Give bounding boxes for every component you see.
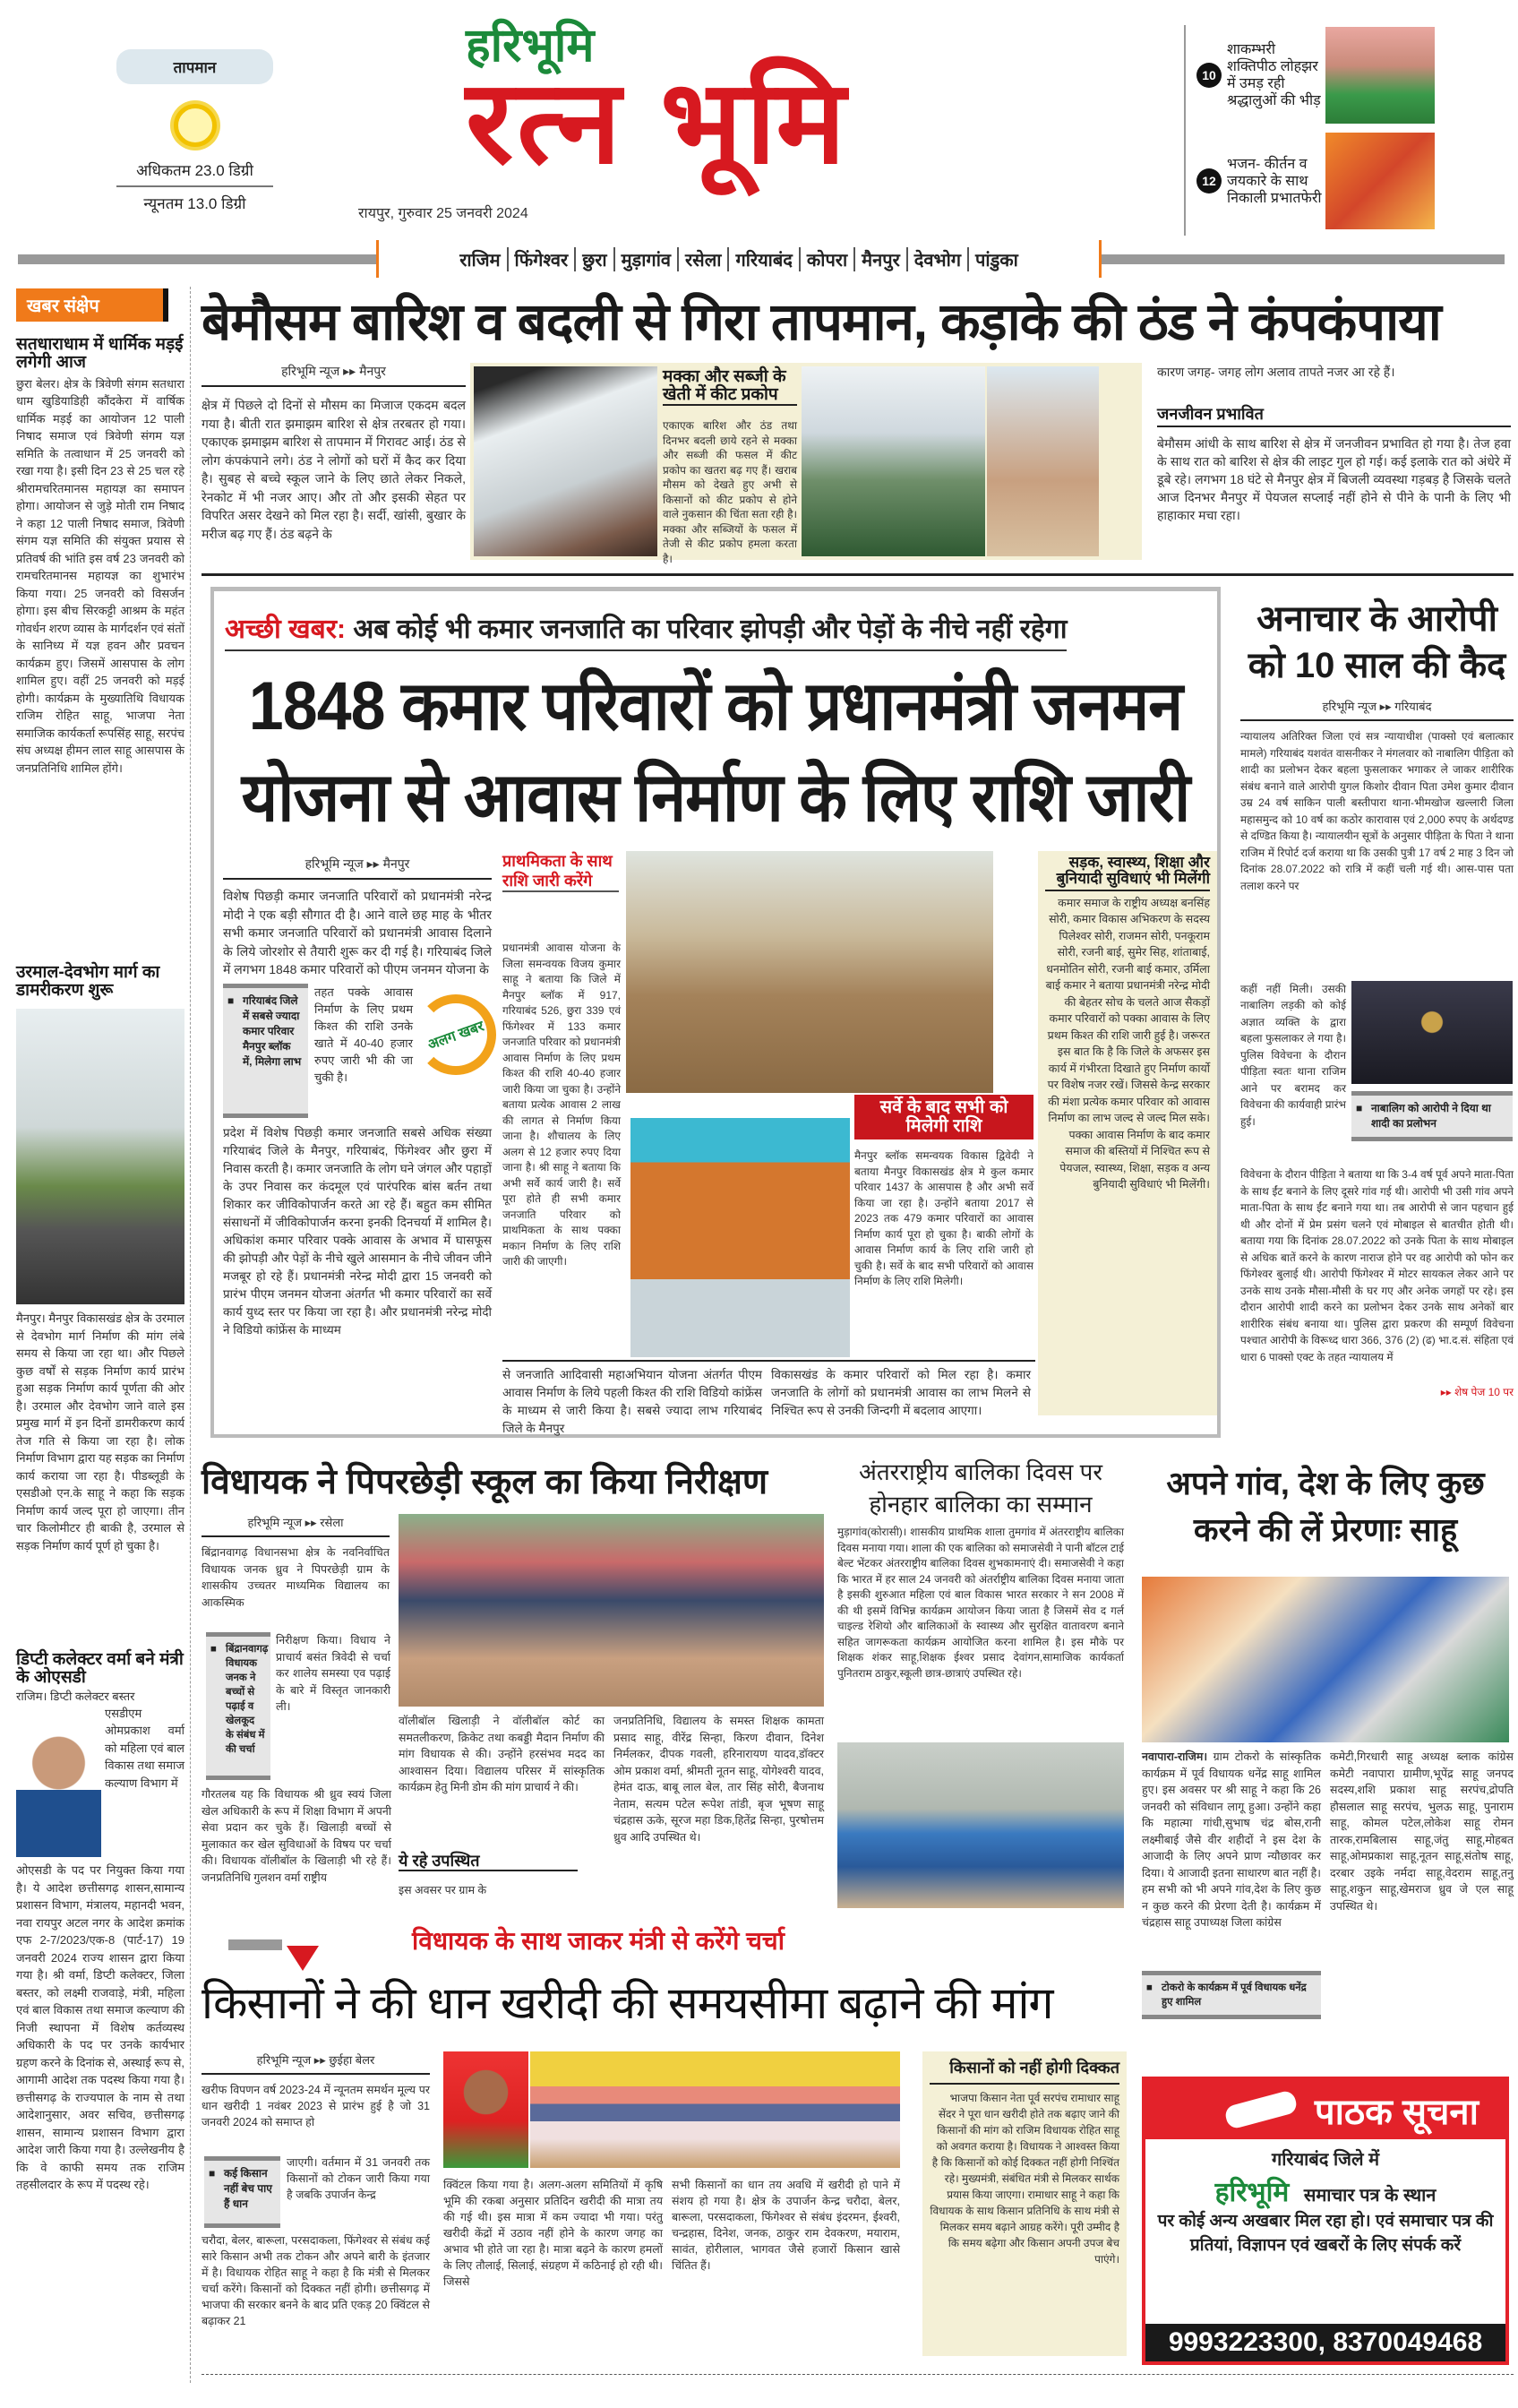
child-umbrella-photo bbox=[987, 366, 1099, 556]
highlight-box: ■ गरियाबंद जिले में सबसे ज्यादा कमार परिवार मैनपुर ब्लॉक में, मिलेगा लाभ bbox=[223, 984, 308, 1118]
nav-item[interactable]: रसेला bbox=[677, 247, 727, 271]
box-title: किसानों को नहीं होगी दिक्कत bbox=[930, 2055, 1119, 2085]
kisan-kicker: विधायक के साथ जाकर मंत्री से करेंगे चर्चा bbox=[412, 1927, 785, 1955]
logo-main: रत्न भूमि bbox=[466, 56, 850, 187]
box-body: भाजपा किसान नेता पूर्व सरपंच रामाधार साहू सेंदर ने पूरा धान खरीदी होते तक बढ़ाए जाने की किसानों की मांग को राजिम विधायक रोहित साहू को अवगत कराया है। विधायक ने आश्वस्त किया है कि किसानों को कोई दिक्कत नहीं होगी निश्चिंत रहे। मुख्यमंत्री, संबंधित मंत्री से मिलकर सार्थक प्रयास किया जाएगा। रामाधार साहू ने कहा कि विधायक के साथ किसान प्रतिनिधि के साथ मंत्री से मिलकर समय बढ़ाने आग्रह करेंगे। पूरी उम्मीद है कि समय बढ़ेगा और किसान अपनी उपज बेच पाएंगे। bbox=[930, 2092, 1119, 2266]
column-divider bbox=[190, 287, 191, 2383]
page-number-badge: 12 bbox=[1196, 168, 1222, 194]
story-body: से जनजाति आदिवासी महाअभियान योजना अंतर्गत पीएम आवास निर्माण के लिये पहली किश्त की राशि विडियो कांफ्रेंस के माध्यम से जारी किया है। सबसे ज्यादा लाभ गरियाबंद जिले के मैनपुर bbox=[502, 1368, 762, 1435]
subhead: ये रहे उपस्थित bbox=[399, 1853, 578, 1871]
section-nav bbox=[376, 240, 1102, 278]
page-number-badge: 10 bbox=[1196, 63, 1222, 88]
brief-side: एसडीएम ओमप्रकाश वर्मा को महिला एवं बाल विकास तथा समाज कल्याण विभाग में bbox=[105, 1706, 184, 1790]
story-body: तहत पक्के आवास निर्माण के लिए प्रथम किश्त की राशि उनके खाते में 40-40 हजार रुपए जारी भी की जा चुकी है। bbox=[314, 985, 413, 1084]
rain-road-photo bbox=[474, 366, 657, 556]
story-body: निरीक्षण किया। विधाय ने प्राचार्य बसंत त्रिवेदी से चर्चा कर शालेय समस्या एव पढ़ाई के बारे में विस्तृत जानकारी ली। bbox=[276, 1634, 390, 1713]
facility-body: कमार समाज के राष्ट्रीय अध्यक्ष बनसिंह सोरी, कमार विकास अभिकरण के सदस्य पिलेश्वर सोरी, राजमन सोरी, पनकूराम सोरी, रजनी बाई, सुमेर सिह, शांताबाई, धनमोतिन सोरी, रजनी बाई कमार, उर्मिला बाई कमार ने बताया प्रधानमंत्री नरेन्द्र मोदी की बेहतर सोच के चलते आज सैकड़ों कमार परिवारों को पक्का आवास के लिए प्रथम किश्त की राशि जारी हुई है। जरूरत इस बात कि है कि जिले के अफसर इस कार्य में गंभीरता दिखाते हुए निर्माण कार्यो पर विशेष नजर रखें। जिससे केन्द्र सरकार की मंशा प्रत्येक कमार परिवार को आवास निर्माण का लाभ जल्द से जल्द मिल सके। पक्का आवास निर्माण के बाद कमार समाज की बस्तियों में निश्चित रूप से पेयजल, स्वास्थ्य, शिक्षा, सड़क व अन्य बुनियादी सुविधाएं भी मिलेंगी। bbox=[1045, 896, 1210, 1191]
story-body: बिंद्रानवागढ़ विधानसभा क्षेत्र के नवनिर्वाचित विधायक जनक ध्रुव ने पिपरछेड़ी ग्राम के शासकीय उच्चतर माध्यमिक विद्यालय का आकस्मिक bbox=[202, 1546, 390, 1609]
brief-title: डिप्टी कलेक्टर वर्मा बने मंत्री के ओएसडी bbox=[16, 1649, 184, 1687]
highlight-box: ■ टोकरो के कार्यक्रम में पूर्व विधायक धनेंद्र हुए शामिल bbox=[1142, 1971, 1321, 2019]
section-rule bbox=[202, 573, 1514, 576]
story-body: गौरतलब यह कि विधायक श्री ध्रुव स्वयं जिला खेल अधिकारी के रूप में शिक्षा विभाग में अपनी सेवा प्रदान कर चुके हैं। खिलाड़ी बच्चों से मुलाकात कर खेल सुविधाओं के विषय पर चर्चा की। विधायक वॉलीबॉल के खिलाड़ी भी रहे हैं। जनप्रतिनिधि गुलशन वर्मा राष्ट्रीय bbox=[202, 1788, 391, 1884]
notice-header bbox=[1145, 2080, 1505, 2139]
highlight-box: ■ कई किसान नहीं बेच पाए हैं धान bbox=[204, 2156, 280, 2228]
box-body: एकाएक बारिश और ठंड तथा दिनभर बदली छाये रहने से मक्का और सब्जी की फसल में कीट प्रकोप का खतरा बढ़ गए हैं। खराब मौसम को देखते हुए अभी से किसानों को कीट प्रकोप से होने वाले नुकसान की चिंता सता रही है। मक्का और सब्जियों के फसल में तेजी से कीट प्रकोप हमला करता है। bbox=[663, 419, 797, 565]
reader-notice bbox=[1142, 2077, 1509, 2365]
notice-line: समाचार पत्र के स्थान bbox=[1303, 2186, 1437, 2206]
teaser[interactable] bbox=[1186, 25, 1506, 125]
nav-item[interactable]: मुड़ागांव bbox=[613, 247, 677, 271]
dateline: रायपुर, गुरुवार 25 जनवरी 2024 bbox=[358, 206, 528, 221]
teasers bbox=[1184, 25, 1506, 236]
survey-body: मैनपुर ब्लॉक समन्वयक विकास द्विवेदी ने बताया मैनपुर विकासखंड क्षेत्र मे कुल कमार परिवार 1437 के आसपास है और अभी सर्वे किया जा रहा है। उन्होंने बताया 2017 से 2023 तक 479 कमार परिवारों का आवास निर्माण कार्य पूरा हो चुका है। बाकी लोगों के आवास निर्माण कार्य के लिए राशि जारी हो चुकी है। सर्वे के बाद सभी परिवारों को आवास निर्माण के लिए राशि मिलेगी। bbox=[854, 1149, 1033, 1287]
story-body: विशेष पिछड़ी कमार जनजाति परिवारों को प्रधानमंत्री नरेन्द्र मोदी ने एक बड़ी सौगात दी है। आने वाले छह माह के भीतर सभी कमार जनजाति परिवारों को प्रधानमंत्री आवास दिलाने के लिये जोरशोर से तैयारी शुरू कर दी गई है। गरियाबंद जिले में लगभग 1848 कमार परिवारों को पीएम जनमन योजना के bbox=[223, 889, 492, 976]
byline: हरिभूमि न्यूज ▸▸ मैनपुर bbox=[202, 363, 466, 387]
weather-box bbox=[116, 49, 273, 213]
byline: हरिभूमि न्यूज ▸▸ गरियाबंद bbox=[1240, 698, 1514, 721]
house-modi-graphic bbox=[630, 1097, 850, 1357]
teaser[interactable] bbox=[1186, 131, 1506, 231]
nav-item[interactable]: गरियाबंद bbox=[727, 247, 798, 271]
kamar-story bbox=[210, 587, 1221, 1438]
max-temp: अधिकतम 23.0 डिग्री bbox=[116, 159, 273, 187]
students-photo bbox=[837, 1742, 1124, 1908]
priority-body: प्रधानमंत्री आवास योजना के जिला समन्वयक विजय कुमार साहू ने बताया कि जिले में मैनपुर ब्लॉक में 917, गरियाबंद 526, छुरा 339 एवं फिंगेश्वर में 133 कमार जनजाति परिवार को प्रधानमंत्री आवास निर्माण के लिए प्रथम किश्त की राशि 40-40 हजार जारी किया जा चुका है। उन्होंने बताया प्रत्येक आवास 2 लाख की लागत से निर्माण किया जाना है। शौचालय के लिए अलग से 12 हजार रुपए दिया जाना है। श्री साहू ने बताया कि अभी सर्वे कार्य जारी है। सर्वे पूरा होते ही सभी कमार जनजाति परिवार को प्राथमिकता के साथ पक्का मकान निर्माण के लिए राशि जारी की जाएगी। bbox=[502, 942, 621, 1268]
story-body: विकासखंड के कमार परिवारों को मिल रहा है। कमार जनजाति के लोगों को प्रधानमंत्री आवास का लाभ मिलने से निश्चित रूप से उनकी जिन्दगी में बदलाव आएगा। bbox=[771, 1368, 1031, 1417]
facility-title: सड़क, स्वास्थ्य, शिक्षा और बुनियादी सुविधाएं भी मिलेंगी bbox=[1045, 855, 1210, 891]
foggy-hills-photo bbox=[802, 366, 985, 556]
nav-item[interactable]: फिंगेश्वर bbox=[507, 247, 575, 271]
brief-title: उरमाल-देवभोग मार्ग का डामरीकरण शुरू bbox=[16, 963, 160, 1001]
story-body: इस अवसर पर ग्राम के bbox=[399, 1884, 487, 1896]
page-bottom-rule bbox=[202, 2374, 1514, 2375]
nav-item[interactable]: कोपरा bbox=[799, 247, 853, 271]
school-visit-photo bbox=[399, 1514, 824, 1707]
basket-weaving-photo bbox=[626, 851, 993, 1093]
facility-box bbox=[1038, 851, 1217, 1415]
story-body: क्षेत्र में पिछले दो दिनों से मौसम का मिजाज एकदम बदल गया है। बीती रात झमाझम बारिश से क्षेत्र तरबतर हो गया। एकाएक झमाझम बारिश से तापमान में गिरावट आई। ठंड से लोग कंपकंपाने लगे। ठंड ने लोगों को घरों में कैद कर दिया है। सुबह से बच्चे स्कूल जाने के लिए छाते लेकर निकले, रेनकोट में भी नजर आए। और तो और इसकी सेहत पर विपरित असर देखने को मिल रहा है। सर्दी, खांसी, बुखार के मरीज बढ़ गए हैं। ठंड बढ़ने के bbox=[202, 398, 466, 541]
notice-title: पाठक सूचना bbox=[1314, 2092, 1479, 2132]
separate-news-stamp: अलग खबर bbox=[416, 994, 496, 1075]
story-body: प्रदेश में विशेष पिछड़ी कमार जनजाति सबसे अधिक संख्या गरियाबंद जिले के मैनपुर, गरियाबंद, फिंगेश्वर और छुरा में निवास करती है। कमार जनजाति के लोग घने जंगल और पहाड़ों के उपर निवास कर कंदमूल एवं पारंपरिक बांस बर्तन तथा शिकार कर जीविकोपार्जन करते आ रहे हैं। बहुत कम सीमित संसाधनों में जीविकोपार्जन करना इनकी दिनचर्या में शामिल है। अधिकांश कमार परिवार पक्के आवास के अभाव में घासफूस की झोपड़ी और पेड़ों के नीचे खुले आसमान के नीचे जीवन जीने मजबूर हो रहे हैं। प्रधानमंत्री नरेन्द्र मोदी द्वारा 15 जनवरी को प्रारंभ पीएम जनमन योजना अंतर्गत भी कमार परिवारों का सर्वे कार्य युध्द स्तर पर किया जा रहा है। और प्रधानमंत्री नरेन्द्र मोदी ने विडियो कांफ्रेंस के माध्यम bbox=[223, 1126, 492, 1337]
continued-link[interactable]: ▸▸ शेष पेज 10 पर bbox=[1440, 1385, 1514, 1398]
story-body: सभी किसानों का धान तय अवधि में खरीदी हो पाने में संशय हो गया है। क्षेत्र के उपार्जन केन्द्र चरौदा, बेलर, बारूला, परसदाकला, फिंगेश्वर से संबंध इंदरमन, ईश्वरी, चन्द्रहास, दिनेश, जनक, ठाकुर राम देवकरण, मयाराम, सावंत, होरीलाल, भागवत जैसे हजारों किसान खासे चिंतित हैं। bbox=[672, 2179, 900, 2272]
nav-item[interactable]: देवभोग bbox=[906, 247, 967, 271]
logo-top: हरिभूमि bbox=[466, 20, 595, 72]
justice-scales-photo bbox=[1351, 981, 1513, 1084]
kisan-headline: किसानों ने की धान खरीदी की समयसीमा बढ़ाने की मांग bbox=[202, 1978, 1053, 2028]
brief-body: छुरा बेलर। क्षेत्र के त्रिवेणी संगम सतधारा धाम खुडियाडिही कौंदकेरा में वार्षिक धार्मिक मड़ई का आयोजन 12 पाली निषाद समाज एवं त्रिवेणी संगम यज्ञ समिति के तत्वाधान में 25 जनवरी को रखा गया है। इसी दिन 23 से 25 चल रहे श्रीरामचरितमानस महायज्ञ का समापन होगा। आयोजन से जुड़े मोती राम निषाद ने कहा 12 पाली निषाद समाज, त्रिवेणी संगम यज्ञ समिति की संयुक्त प्रयास से प्रतिवर्ष की भांति इस वर्ष 23 जनवरी को रामचरितमानस महायज्ञ का शुभारंभ किया गया। 25 जनवरी को विसर्जन होगा। इस बीच सिरकट्टी आश्रम के महंत गोवर्धन शरण व्यास के मार्गदर्शन एवं संतों के सानिध्य में यज्ञ हवन और प्रवचन कार्यक्रम हुए। जिसमें आसपास के लोग शामिल हुए। वहीं 25 जनवरी को मड़ई होगी। कार्यक्रम के मुख्यातिथि विधायक राजिम रोहित साहू, भाजपा नेता समाजिक कार्यकर्ता रूपसिंह साहू, सरपंच संघ अध्यक्ष हीमन लाल साहू आसपास के जनप्रतिनिधि शामिल होंगे। bbox=[16, 376, 184, 775]
byline: हरिभूमि न्यूज ▸▸ छुईहा बेलर bbox=[202, 2051, 430, 2075]
dateline-place: नवापारा-राजिम। bbox=[1142, 1750, 1208, 1763]
kamar-headline: 1848 कमार परिवारों को प्रधानमंत्री जनमन योजना से आवास निर्माण के लिए राशि जारी bbox=[241, 668, 1190, 836]
nav-item[interactable]: मैनपुर bbox=[853, 247, 906, 271]
kicker-label: अच्छी खबर: bbox=[225, 615, 347, 644]
road-photo bbox=[16, 1009, 184, 1304]
teaser-photo bbox=[1325, 133, 1435, 229]
priority-title: प्राथमिकता के साथ राशि जारी करेंगे bbox=[502, 851, 619, 892]
story-body: जनप्रतिनिधि, विद्यालय के समस्त शिक्षक कामता प्रसाद साहू, वीरेंद्र सिन्हा, किरण दीवान, दिनेश निर्मलकर, दीपक गवली, हरिनारायण यादव,डॉक्टर ओम प्रकाश वर्मा, श्रीमती नूतन साहू, योगेश्वरी यादव, हेमंत दाऊ, बाबू लाल बेल, तार सिंह सोरी, बैजनाथ नेताम, सत्यम पटेल रूपेश तांडी, बृज भूषण साहू चंद्रहास ऊके, सूरज महा डिक,हितेंद्र सिन्हा, पुरषोत्तम ध्रुव आदि उपस्थित थे। bbox=[613, 1715, 824, 1844]
notice-line: पर कोई अन्य अखबार मिल रहा हो। एवं समाचार पत्र की प्रतियां, विज्ञापन एवं खबरों के लिए संपर्क करें bbox=[1157, 2212, 1494, 2255]
teaser-photo bbox=[1325, 27, 1435, 124]
story-body: नवापारा-राजिम। ग्राम टोकरो के सांस्कृतिक कार्यक्रम में पूर्व विधायक धनेंद्र साहू शामिल हुए। इस अवसर पर श्री साहू ने कहा कि 26 जनवरी को संविधान लागू हुआ। उन्होंने कहा कि महात्मा गांधी,सुभाष चंद्र बोस,रानी लक्ष्मीबाई जैसे वीर शहीदों ने इस देश के आजादी के लिए अपने प्राण न्यौछावर कर दिया। ये आजादी इतना साधारण बात नहीं है। हम सभी को भी अपने गांव,देश के लिए कुछ न कुछ करने की प्रेरणा देती है। कार्यक्रम में चंद्रहास साहू उपाध्यक्ष जिला कांग्रेस bbox=[1142, 1750, 1321, 1929]
weather-photo-strip bbox=[470, 363, 1142, 565]
mla-portrait-photo bbox=[443, 2051, 528, 2168]
survey-title: सर्वे के बाद सभी को मिलेगी राशि bbox=[854, 1095, 1033, 1140]
officer-photo bbox=[16, 1723, 101, 1857]
nav-item[interactable]: राजिम bbox=[459, 250, 501, 271]
story-body: खरीफ विपणन वर्ष 2023-24 में न्यूनतम समर्थन मूल्य पर धान खरीदी 1 नवंबर 2023 से प्रारंभ हुई है जो 31 जनवरी 2024 को समाप्त हो bbox=[202, 2084, 430, 2128]
notice-brand: हरिभूमि bbox=[1214, 2178, 1290, 2207]
box-title: मक्का और सब्जी के खेती में कीट प्रकोप bbox=[663, 368, 797, 406]
highlight-box: ■ बिंद्रानवागढ़ विधायक जनक ने बच्चों से पढ़ाई व खेलकूद के संबंध में की चर्चा bbox=[206, 1632, 270, 1780]
story-body: बेमौसम आंधी के साथ बारिश से क्षेत्र में जनजीवन प्रभावित हो गया है। तेज हवा के साथ रात को बारिश से क्षेत्र की लाइट गुल हो गई। कई इलाके रात को अंधेरे में डूबे रहे। लगभग 18 घंटे से मैनपुर क्षेत्र में बिजली व्यवस्था गड़बड़ है जिसके चलते आज दिनभर मैनपुर में पेयजल सप्लाई नहीं होने से पीने के पानी के लिए भी हाहाकार मचा रहा। bbox=[1157, 435, 1511, 522]
story-body: क्विंटल किया गया है। अलग-अलग समितियों में कृषि भूमि की रकबा अनुसार प्रतिदिन खरीदी की मात्रा तय की गई थी। इस मात्रा में कम ज्यादा भी गया। परंतु खरीदी केंद्रों में उठाव नहीं होने के कारण जगह का अभाव भी होते जा रहा है। मात्रा बढ़ने के कारण हमलों के लिए तौलाई, सिलाई, संग्रहण में कठिनाई हो रही थी। जिससे bbox=[443, 2179, 663, 2288]
brief-title: सतधाराधाम में धार्मिक मड़ई लगेगी आज bbox=[16, 335, 184, 372]
kicker bbox=[225, 609, 1067, 651]
story-body: जाएगी। वर्तमान में 31 जनवरी तक किसानों को टोकन जारी किया गया है जबकि उपार्जन केन्द्र bbox=[287, 2156, 430, 2201]
highlight-box: ■ नाबालिग को आरोपी ने दिया था शादी का प्रलोभन bbox=[1351, 1091, 1513, 1141]
brief-body: ओएसडी के पद पर नियुक्त किया गया है। ये आदेश छत्तीसगढ़ शासन,सामान्य प्रशासन विभाग, मंत्रालय, महानदी भवन, नवा रायपुर अटल नगर के आदेश क्रमांक एफ 2-7/2023/एक-8 (पार्ट-17) 19 जनवरी 2024 राज्य शासन द्वारा किया गया है। श्री वर्मा, डिप्टी कलेक्टर, जिला बस्तर, को लक्ष्मी राजवाड़े, मंत्री, महिला एवं बाल विकास तथा समाज कल्याण की निजी स्थापना में विशेष कर्तव्यस्थ अधिकारी के पद पर उनके कार्यभार ग्रहण करने के दिनांक से, अस्थाई रूप से, आगामी आदेश तक पदस्थ किया गया है। छत्तीसगढ़ के राज्यपाल के नाम से तथा आदेशानुसार, अवर सचिव, छत्तीसगढ़ शासन, सामान्य प्रशासन विभाग द्वारा आदेश जारी किया गया है। उल्लेखनीय है कि वे काफी समय तक राजिम तहसीलदार के रूप में पदस्थ रहे। bbox=[16, 1863, 184, 2192]
byline: हरिभूमि न्यूज ▸▸ मैनपुर bbox=[223, 856, 492, 880]
weather-headline: बेमौसम बारिश व बदली से गिरा तापमान, कड़ाके की ठंड ने कंपकंपाया bbox=[202, 293, 1441, 351]
teaser-text: शाकम्भरी शक्तिपीठ लोहझर में उमड़ रही श्रद्धालुओं की भीड़ bbox=[1227, 42, 1321, 108]
school-headline: विधायक ने पिपरछेड़ी स्कूल का किया निरीक्षण bbox=[202, 1463, 768, 1501]
nav-item[interactable]: छुरा bbox=[574, 247, 613, 271]
byline: हरिभूमि न्यूज ▸▸ रसेला bbox=[202, 1514, 390, 1537]
kicker-text: अब कोई भी कमार जनजाति का परिवार झोपड़ी और पेड़ों के नीचे नहीं रहेगा bbox=[353, 615, 1068, 644]
brief-lead: राजिम। डिप्टी कलेक्टर बस्तर bbox=[16, 1689, 135, 1703]
kicker-arrow-icon bbox=[228, 1939, 282, 1950]
left-column bbox=[16, 288, 184, 2281]
story-body: कारण जगह- जगह लोग अलाव तापते नजर आ रहे हैं। bbox=[1157, 365, 1395, 379]
story-body: न्यायालय अतिरिक्त जिला एवं सत्र न्यायाधीश (पाक्सो एवं बलात्कार मामले) गरियाबंद यशवंत वासनीकर ने मंगलवार को नाबालिग पीड़िता को शादी का प्रलोभन देकर बहला फुसलाकर भगाकर ले जाकर शारीरिक संबंध बनाने वाले आरोपी युगल किशोर दीवान पिता उमेश कुमार दीवान उम्र 24 वर्ष साकिन पाली बस्तीपारा थाना-भीमखोज खल्लारी जिला महासमुन्द को 10 वर्ष का कठोर कारावास एवं 2,000 रुपए के अर्थदण्ड से दण्डित किया है। न्यायालयीन सूत्रों के अनुसार पीड़िता के पिता ने थाना राजिम में रिपोर्ट दर्ज कराया था कि उसकी पुत्री 17 वर्ष 2 माह 3 दिन जो दिनांक 28.07.2022 को रात्रि में कहीं चली गई थी। आस-पास पता तलाश करने पर bbox=[1240, 730, 1514, 892]
sahu-headline: अपने गांव, देश के लिए कुछ करने की लें प्रेरणाः साहू bbox=[1166, 1465, 1485, 1548]
min-temp: न्यूनतम 13.0 डिग्री bbox=[143, 195, 246, 212]
story-body: कहीं नहीं मिली। उसकी नाबालिग लड़की को कोई अज्ञात व्यक्ति के द्वारा बहला फुसलाकर ले गया है। पुलिस विवेचना के दौरान पीड़िता स्वतः थाना राजिम आने पर बरामद कर विवेचना की कार्यवाही प्रारंभ हुई। bbox=[1240, 982, 1346, 1128]
sun-icon bbox=[174, 104, 217, 147]
brief-body: मैनपुर। मैनपुर विकासखंड क्षेत्र के उरमाल से देवभोग मार्ग निर्माण की मांग लंबे समय से किया जा रहा था। और पिछले कुछ वर्षों से सड़क निर्माण कार्य प्रारंभ हुआ सड़क निर्माण कार्य पूर्णता की ओर है। उरमाल और देवभोग जाने वाले इस प्रमुख मार्ग में इन दिनों डामरीकरण कार्य तेज गति से किया जा रहा है। लोक निर्माण विभाग द्वारा यह सड़क का निर्माण कार्य कराया जा रहा है। पीडब्लूडी के एसडीओ एन.के साहू ने कहा कि सड़क निर्माण कार्य जल्द पूरा हो जाएगा। तीन चार किलोमीटर ही बाकी है, उरमाल से सड़क निर्माण कार्य पूर्ण हो चुका है। bbox=[16, 1312, 184, 1552]
contact-phones[interactable]: 9993223300, 8370049468 bbox=[1145, 2324, 1505, 2361]
newspaper-roll-icon bbox=[1223, 2089, 1299, 2130]
story-body: वॉलीबॉल खिलाड़ी ने वॉलीबॉल कोर्ट का समतलीकरण, क्रिकेट तथा कबड्डी मैदान निर्माण की मांग विधायक से की। उन्होंने हरसंभव मदद का आश्वासन दिया। विद्यालय परिसर में सांस्कृतिक कार्यक्रम हेतु मिनी डोम की मांग प्राचार्य ने की। bbox=[399, 1715, 605, 1793]
farmers-photo bbox=[530, 2051, 900, 2168]
story-body: विवेचना के दौरान पीड़िता ने बताया था कि 3-4 वर्ष पूर्व अपने माता-पिता के साथ ईंट बनाने के लिए दूसरे गांव गई थी। आरोपी भी उसी गांव अपने माता-पिता के साथ ईंट बनाने गया था। तब आरोपी से जान पहचान हुई थी और दोनों में प्रेम प्रसंग चलने एवं मोबाइल से बातचीत होती थी। बताया गया कि दिनांक 28.07.2022 को उनके पिता के साथ मोबाइल से अधिक बातें करने के कारण नाराज होने पर वह आरोपी को फोन कर फिंगेश्वर बुलाई थी। आरोपी फिंगेश्वर में मोटर सायकल लेकर आने पर उनके साथ उनके मौसा-मौसी के घर गए और अनेक जगहों पर रहे। इस दौरान आरोपी शादी करने का प्रलोभन देकर उनके साथ अनेकों बार शारीरिक संबंध बनाया था। पुलिस द्वारा प्रकरण की सम्पूर्ण विवेचना पश्चात आरोपी के विरूध्द धारा 366, 376 (2) (ढ) भा.द.सं. संहिता एवं धारा 6 पाक्सो एक्ट के तहत न्यायालय में bbox=[1240, 1168, 1514, 1363]
notice-line: गरियाबंद जिले में bbox=[1271, 2150, 1380, 2170]
subhead: जनजीवन प्रभावित bbox=[1157, 406, 1511, 427]
weather-label: तापमान bbox=[116, 49, 273, 84]
nav-item[interactable]: पांडुका bbox=[967, 247, 1025, 271]
masthead-logo bbox=[466, 20, 850, 187]
sahu-event-photo bbox=[1142, 1577, 1509, 1742]
girl-headline: अंतरराष्ट्रीय बालिका दिवस पर होनहार बालिका का सम्मान bbox=[859, 1458, 1102, 1518]
news-brief-badge: खबर संक्षेप bbox=[16, 288, 168, 322]
story-body: मुड़ागांव(कोरासी)। शासकीय प्राथमिक शाला तुमगांव में अंतरराष्ट्रीय बालिका दिवस मनाया गया। शाला की एक बालिका को समाजसेवी ने पानी बॉटल टाई बेल्ट भेंटकर अंतरराष्ट्रीय बालिका दिवस शुभकामनाएं दी। समाजसेवी ने कहा कि भारत में हर साल 24 जनवरी को अंतर्राष्ट्रीय बालिका दिवस मनाया जाता है इसकी शुरुआत महिला एवं बाल विकास भारत सरकार ने सन 2008 में की थी इसमें विभिन्न कार्यक्रम आयोजन किया जाता है जिसमें सेव द गर्ल चाइल्ड रेशियो और बालिकाओं के स्वास्थ्य और सुरक्षित वातावरण बनाने सहित जागरूकता कार्यक्रम आयोजित करना शामिल है। इस मौके पर शिक्षक शंकर साहू,शिक्षक ईश्वर प्रसाद देवांगन,सामाजिक कार्यकर्ता पुनितराम ठाकुर,स्कूली छात्र-छात्राएं उपस्थित रहे। bbox=[837, 1526, 1124, 1680]
teaser-text: भजन- कीर्तन व जयकारे के साथ निकाली प्रभातफेरी bbox=[1227, 156, 1322, 206]
story-body: चरौदा, बेलर, बारूला, परसदाकला, फिंगेश्वर से संबंध कई सारे किसान अभी तक टोकन और अपने बारी के इंतजार में है। विधायक रोहित साहू ने कहा है कि मंत्री से मिलकर चर्चा करेंगे। किसानों को दिक्कत नहीं होगी। छत्तीसगढ़ में भाजपा की सरकार बनने के बाद प्रति एकड़ 20 क्विंटल से बढ़ाकर 21 bbox=[202, 2234, 430, 2327]
kisan-box bbox=[922, 2051, 1127, 2356]
court-headline: अनाचार के आरोपी को 10 साल की कैद bbox=[1248, 599, 1506, 685]
chevron-down-icon bbox=[287, 1946, 319, 1971]
story-body: कमेटी,गिरधारी साहू अध्यक्ष ब्लाक कांग्रेस कमेटी नवापारा ग्रामीण,भूपेंद्र साहू जनपद सदस्य,शशि प्रकाश साहू सरपंच,द्रोपति हौसलाल साहू सरपंच, भुलऊ साहू, पुनाराम साहू, कोमल पटेल,लोकेश साहू रोमन तारक,रामबिलास साहू,जंतु साहू,मोहबत साहू,ओमप्रकाश साहू,नूतन साहू,संतोष साहू, दरबार उइके नर्मदा साहू,वेदराम साहू,तनु साहू,शकुन साहू,खेमराज ध्रुव जे एल साहू उपस्थित थे। bbox=[1330, 1750, 1514, 1913]
